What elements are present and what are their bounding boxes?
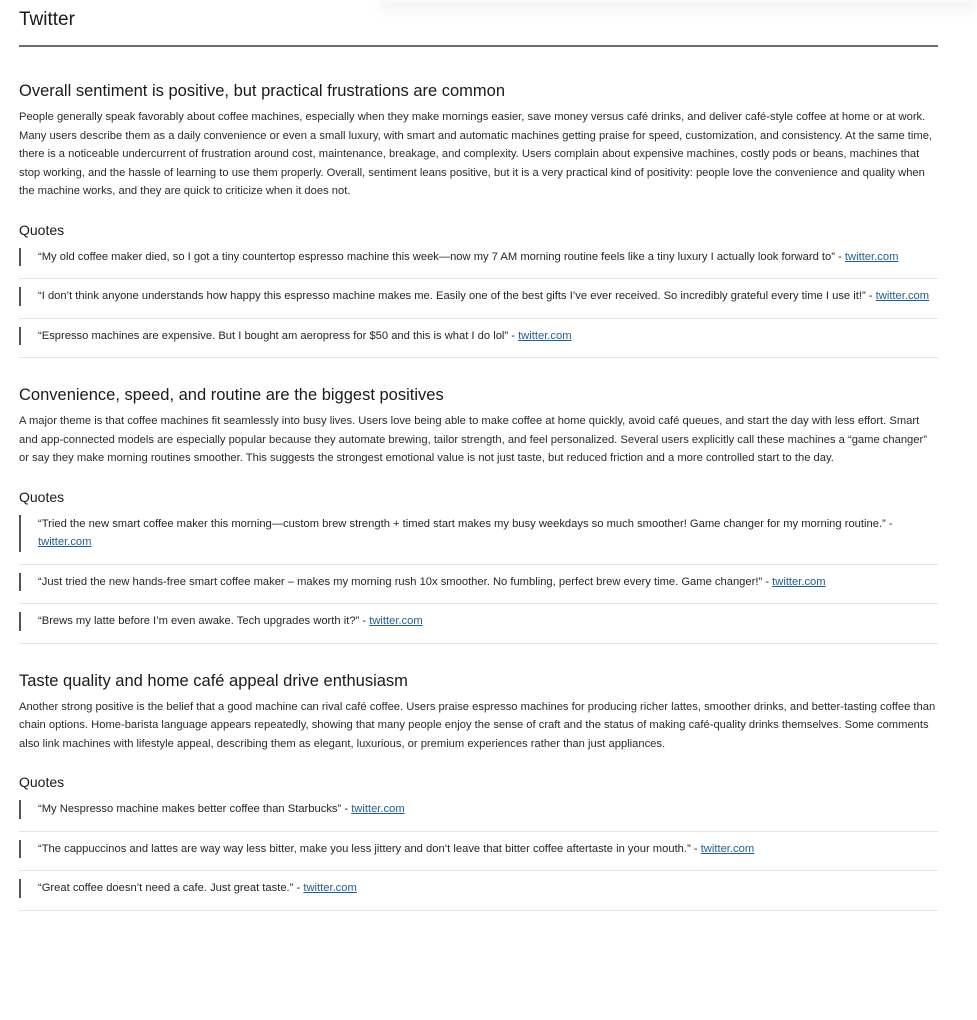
section-body: Another strong positive is the belief that a good machine can rival café coffee. Users praise espresso machines for producing richer lattes, smoother drinks, and better-tasting coffee than chain options. Home-barista language appears repeatedly, showing that many people enjoy the sense of craft and the status of making café-quality drinks themselves. Some comments also link machines with lifestyle appeal, describing them as elegant, luxurious, or premium experiences rather than just appliances. <box>19 700 936 750</box>
quote-source-link[interactable]: twitter.com <box>351 803 405 815</box>
quote-blockquote <box>19 515 938 552</box>
quote-text: “Tried the new smart coffee maker this morning—custom brew strength + timed start makes my busy weekdays so much smoother! Game changer for my morning routine.” <box>38 517 886 530</box>
quote-item <box>19 798 938 832</box>
quote-separator: - <box>865 290 876 302</box>
quote-source-link[interactable]: twitter.com <box>875 290 930 302</box>
quote-text: “Brews my latte before I’m even awake. Tech upgrades worth it?” <box>38 615 360 627</box>
quote-source-link[interactable]: twitter.com <box>518 329 572 342</box>
quote-blockquote <box>19 800 938 819</box>
quote-source-link[interactable]: twitter.com <box>369 615 423 627</box>
quote-list <box>19 513 938 644</box>
quote-text: “The cappuccinos and lattes are way way less bitter, make you less jittery and don’t leave that bitter coffee aftertaste in your mouth.” <box>38 842 691 855</box>
section-heading: Taste quality and home café appeal drive enthusiasm <box>19 671 408 690</box>
quote-text: “Great coffee doesn’t need a cafe. Just great taste.” <box>38 882 294 894</box>
section-heading: Overall sentiment is positive, but practical frustrations are common <box>19 82 506 100</box>
quote-blockquote <box>19 327 938 346</box>
quote-source-link[interactable]: twitter.com <box>844 250 899 263</box>
quote-list <box>19 798 938 911</box>
quote-separator: - <box>293 882 304 894</box>
quote-item <box>19 871 938 911</box>
quote-list <box>19 246 938 359</box>
quotes-label: Quotes <box>19 221 65 238</box>
quote-blockquote <box>19 879 938 898</box>
quote-blockquote <box>19 840 938 859</box>
quote-item <box>19 565 938 605</box>
quote-item <box>19 513 938 565</box>
quote-source-link[interactable]: twitter.com <box>700 842 755 855</box>
quote-separator: - <box>690 842 701 855</box>
quote-source-link[interactable]: twitter.com <box>38 536 92 548</box>
quote-blockquote <box>19 287 938 306</box>
quote-separator: - <box>341 803 352 815</box>
quote-blockquote <box>19 612 938 631</box>
quote-source-link[interactable]: twitter.com <box>303 882 357 894</box>
quotes-label: Quotes <box>19 774 65 790</box>
quote-text: “I don’t think anyone understands how happy this espresso machine makes me. Easily one of the best gifts I’ve ever received. So incredibly grateful every time I use it!” <box>38 290 866 302</box>
section-heading: Convenience, speed, and routine are the biggest positives <box>19 386 444 404</box>
quote-separator: - <box>508 329 519 342</box>
page-title: Twitter <box>19 0 938 47</box>
quote-blockquote <box>19 248 938 267</box>
quote-separator: - <box>885 517 893 530</box>
quote-source-link[interactable]: twitter.com <box>772 575 826 588</box>
quote-item <box>19 279 938 319</box>
quote-text: “Espresso machines are expensive. But I bought am aeropress for $50 and this is what I do lol” <box>38 329 509 342</box>
quote-separator: - <box>359 615 370 627</box>
quote-separator: - <box>762 575 773 588</box>
section-taste-quality <box>19 670 938 911</box>
quote-blockquote <box>19 573 938 592</box>
quote-item <box>19 832 938 872</box>
section-convenience <box>19 384 938 644</box>
quote-item <box>19 319 938 359</box>
quote-item <box>19 246 938 280</box>
page <box>19 0 938 911</box>
section-body: People generally speak favorably about coffee machines, especially when they make mornings easier, save money versus café drinks, and deliver café-style coffee at home or at work. Many users describe them as a daily convenience or even a small luxury, with smart and automatic machines getting praise for speed, customization, and consistency. At the same time, there is a noticeable undercurrent of frustration around cost, maintenance, breakage, and complexity. Users complain about expensive machines, costly pods or beans, machines that stop working, and the hassle of learning to use them properly. Overall, sentiment leans positive, but it is a very practical kind of positivity: people love the convenience and quality when the machine works, and they are quick to criticize when it does not. <box>19 111 933 197</box>
quote-text: “My Nespresso machine makes better coffee than Starbucks” <box>38 803 342 815</box>
quote-text: “My old coffee maker died, so I got a tiny countertop espresso machine this week—now my 7 AM morning routine feels like a tiny luxury I actually look forward to” <box>38 250 835 263</box>
quote-separator: - <box>834 250 845 263</box>
section-overall-sentiment <box>19 80 938 358</box>
quotes-label: Quotes <box>19 488 65 505</box>
quote-text: “Just tried the new hands-free smart coffee maker – makes my morning rush 10x smoother. No fumbling, perfect brew every time. Game changer!” <box>38 575 763 588</box>
section-body: A major theme is that coffee machines fit seamlessly into busy lives. Users love being able to make coffee at home quickly, avoid café queues, and start the day with less effort. Smart and app-connected models are especially popular because they automate brewing, tailor strength, and feel personalized. Several users explicitly call these machines a “game changer” or say they make morning routines smoother. This suggests the strongest emotional value is not just taste, but reduced friction and a more controlled start to the day. <box>19 415 927 464</box>
quote-item <box>19 604 938 644</box>
